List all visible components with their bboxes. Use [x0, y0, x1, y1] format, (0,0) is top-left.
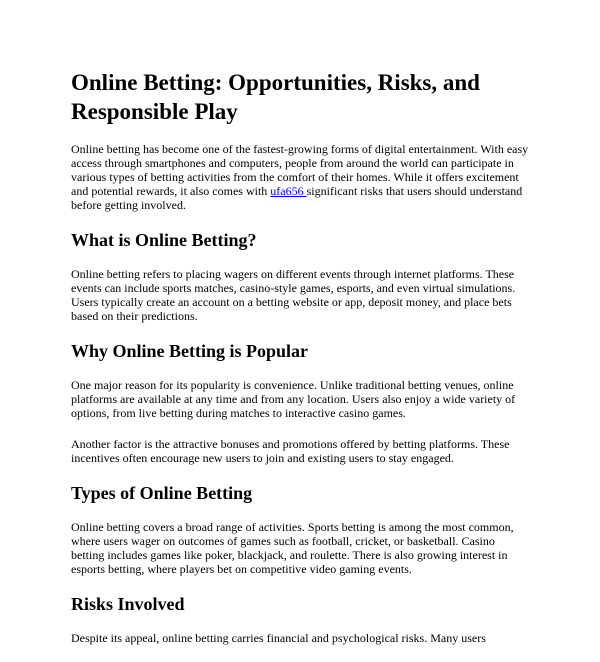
section-paragraph: One major reason for its popularity is convenience. Unlike traditional betting venues, online platforms are available at any time and from any location. Users also enjoy a wide variety of options, from live betting during matches to interactive casino games.	[71, 378, 516, 420]
section-paragraph: Online betting covers a broad range of activities. Sports betting is among the most common, where users wager on outcomes of games such as football, cricket, or basketball. Casino betting includes games like poker, blackjack, and roulette. There is also growing interest in esports betting, where players bet on competitive video gaming events.	[71, 520, 514, 576]
article-body	[71, 68, 531, 662]
section-paragraph: Despite its appeal, online betting carries financial and psychological risks. Many users	[71, 631, 486, 645]
section-paragraph: Another factor is the attractive bonuses and promotions offered by betting platforms. These incentives often encourage new users to join and existing users to stay engaged.	[71, 437, 510, 465]
section-heading-what-is-online-betting: What is Online Betting?	[71, 230, 257, 250]
section-paragraph: Online betting refers to placing wagers on different events through internet platforms. These events can include sports matches, casino-style games, esports, and even virtual simulations. Users typically create an account on a betting website or app, deposit money, and place bets based on their predictions.	[71, 267, 516, 323]
section-heading-types: Types of Online Betting	[71, 483, 253, 503]
intro-text-after-link: significant risks that users should understand before getting involved.	[71, 184, 523, 212]
section-heading-why-popular: Why Online Betting is Popular	[71, 341, 309, 361]
section-heading-risks: Risks Involved	[71, 594, 185, 614]
ufa656-link[interactable]: ufa656	[270, 184, 307, 198]
intro-text-before-link: Online betting has become one of the fastest-growing forms of digital entertainment. With easy access through smartphones and computers, people from around the world can participate in various types of betting activities from the comfort of their homes. While it offers excitement and potential rewards, it also comes with	[71, 142, 529, 198]
intro-paragraph	[71, 142, 531, 212]
page-title: Online Betting: Opportunities, Risks, and Responsible Play	[71, 70, 480, 124]
